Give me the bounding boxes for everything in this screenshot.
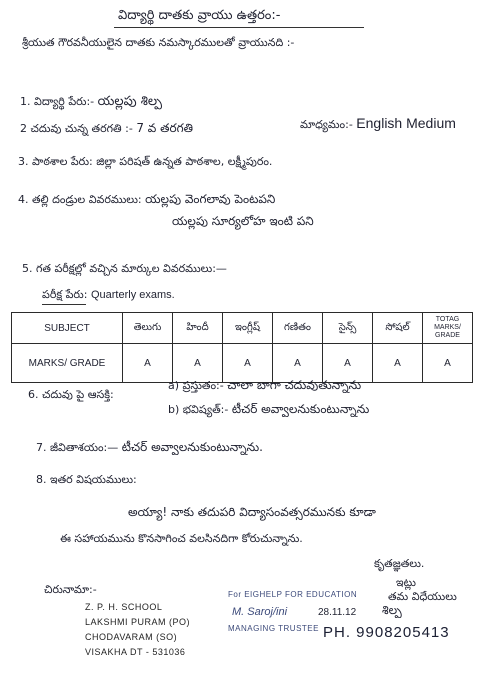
interest-item [168,402,369,419]
org-title: MANAGING TRUSTEE [228,624,319,633]
interest-key: a) [168,379,180,392]
grade-cell: A [173,344,223,383]
closing-line-1: ఇట్లు [396,576,416,589]
interest-item-value: చాలా బాగా చదువుతున్నాను [227,378,362,392]
grade-cell: A [373,344,423,383]
exam-heading: 5. గత పరీక్షల్లో వచ్చిన మార్కుల వివరములు:— [22,262,227,275]
field-medium [300,115,456,134]
exam-label-underline [42,304,86,305]
marks-table [11,312,473,383]
table-header-cell: సోషల్ [373,313,423,344]
field-student-name [20,94,162,112]
letter-title: విద్యార్థి దాతకు వ్రాయు ఉత్తరం:- [118,8,281,23]
interest-item-label: ప్రస్తుతం:- [182,379,224,392]
address-line: VISAKHA DT - 531036 [85,647,186,657]
field-label: పాఠశాల పేరు: [32,155,93,168]
interest-label: 6. చదువు పై ఆసక్తి: [28,388,114,401]
exam-name-label: పరీక్ష పేరు: [42,288,88,301]
interest-item [168,378,361,395]
grade-cell: A [273,344,323,383]
table-header-cell: SUBJECT [12,313,123,344]
student-signature: శిల్ప [382,603,402,617]
exam-name [42,288,175,304]
ambition-label: 7. జీవితాశయం:— [36,441,119,454]
title-underline [114,27,364,28]
field-school-name [18,155,272,171]
field-class [20,121,193,138]
table-header-cell: హిందీ [173,313,223,344]
salutation: శ్రీయుత గౌరవనీయులైన దాతకు నమస్కారములతో వ్రాయునది :- [22,36,295,49]
table-header-cell: సైన్స్ [323,313,373,344]
field-value: జిల్లా పరిషత్ ఉన్నత పాఠశాల, లక్ష్మీపురం. [96,155,273,168]
ambition-value: టీచర్ అవ్వాలనుకుంటున్నాను. [121,440,263,454]
body-line-2: ఈ సహాయమును కొనసాగించ వలసినదిగా కోరుచున్నాను. [60,532,303,545]
field-number: 2 [20,122,27,135]
medium-label: మాధ్యమం:- [300,118,353,131]
grade-cell: A [223,344,273,383]
table-row-label: MARKS/ GRADE [12,344,123,383]
field-parents [18,192,275,209]
trustee-signature: M. Saroj/ini [232,606,288,618]
address-line: Z. P. H. SCHOOL [85,602,163,612]
closing-line-2: తమ విధేయులు [388,590,457,603]
address-line: LAKSHMI PURAM (PO) [85,617,191,627]
field-value: యల్లపు శిల్ప [97,94,163,109]
address-label: చిరునామా:- [44,583,97,596]
table-header-cell: తెలుగు [123,313,173,344]
field-label: తల్లి దండ్రుల వివరములు: [32,193,142,206]
body-line-1: అయ్యా! నాకు తదుపరి విద్యాసంవత్సరమునకు కూడా [128,505,376,519]
address-line: CHODAVARAM (SO) [85,632,178,642]
field-parents-line2: యల్లపు సూర్యలోహ ఇంటి పని [172,214,314,228]
field-label: చదువు చున్న తరగతి :- [30,122,133,135]
field-value: యల్లపు వెంగలావు పెంటపని [145,192,276,206]
thanks: కృతజ్ఞతలు. [374,557,425,570]
table-header-cell: గణితం [273,313,323,344]
date: 28.11.12 [318,607,357,618]
table-row [12,344,473,383]
exam-name-value: Quarterly exams. [90,289,175,301]
field-number: 4. [18,193,29,206]
medium-value: English Medium [356,115,456,131]
org-name: For EIGHELP FOR EDUCATION [228,590,358,599]
table-header-row [12,313,473,344]
field-value: 7 వ తరగతి [136,121,193,135]
field-label: విద్యార్థి పేరు:- [34,95,95,108]
phone-number: PH. 9908205413 [323,624,450,641]
interest-key: b) [168,403,180,416]
table-header-cell: TOTAG MARKS/ GRADE [423,313,473,344]
field-number: 3. [18,155,29,168]
grade-cell: A [323,344,373,383]
interest-item-label: భవిష్యత్:- [182,403,229,416]
grade-cell: A [423,344,473,383]
field-number: 1. [20,95,31,108]
others-label: 8. ఇతర విషయములు: [36,473,137,486]
table-header-cell: ఇంగ్లీష్ [223,313,273,344]
grade-cell: A [123,344,173,383]
ambition [36,440,263,457]
interest-item-value: టీచర్ అవ్వాలనుకుంటున్నాను [231,402,370,416]
